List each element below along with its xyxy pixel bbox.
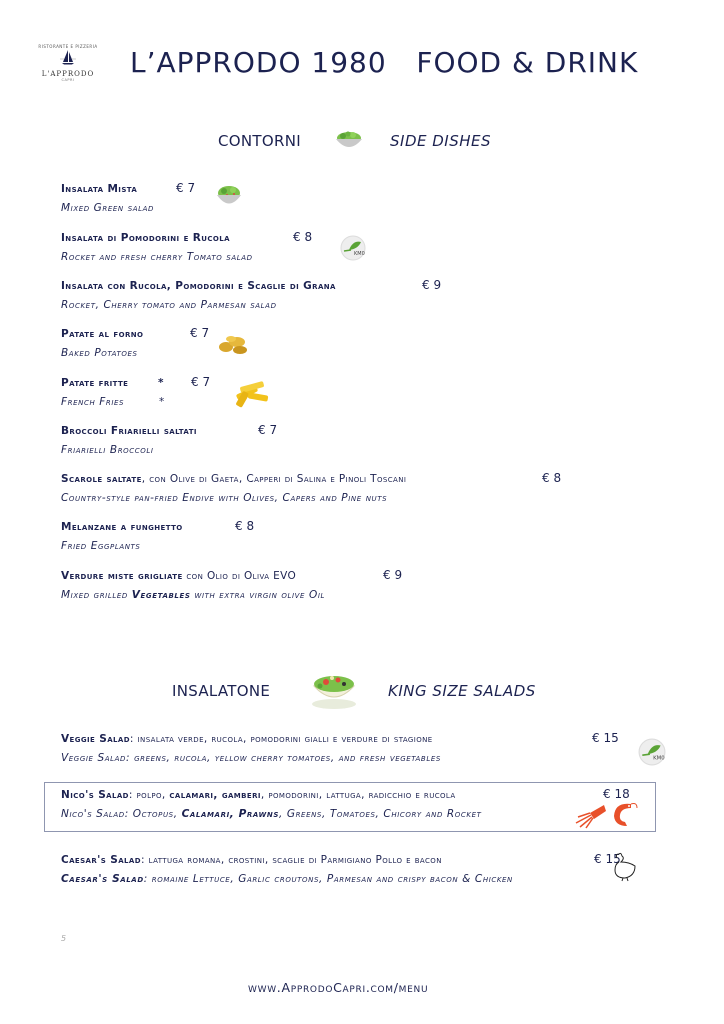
menu-item-price: € 9: [422, 278, 442, 292]
svg-text:KM0: KM0: [354, 251, 365, 257]
menu-item-name: [61, 789, 456, 801]
menu-item-description: Veggie Salad: greens, rucola, yellow cherry tomatoes, and fresh vegetables: [61, 752, 441, 764]
salad-bowl-icon: [214, 182, 244, 208]
menu-item-description: [61, 808, 481, 820]
menu-item-name: [61, 854, 442, 866]
menu-item-price: € 7: [176, 181, 196, 195]
desc-bold-part: Vegetables: [131, 589, 191, 601]
menu-item-name: Insalata con Rucola, Pomodorini e Scaglie di Grana: [61, 280, 336, 292]
menu-item-name: [61, 473, 406, 485]
logo-name: L'APPRODO: [41, 70, 95, 78]
chicken-icon: [609, 852, 639, 882]
desc-bold-part: Caesar's Salad: [61, 873, 144, 885]
menu-item-name-main: Verdure miste grigliate: [61, 570, 183, 582]
menu-item-price: € 15: [592, 731, 619, 745]
menu-item-name-extra: : lattuga romana, crostini, scaglie di Parmigiano Pollo e bacon: [140, 854, 442, 866]
restaurant-logo: [36, 42, 100, 88]
name-part: : polpo,: [128, 789, 170, 801]
menu-item-description: [61, 873, 513, 885]
desc-part: : romaine Lettuce, Garlic croutons, Parmesan and crispy bacon & Chicken: [143, 873, 513, 885]
menu-item-description: [61, 589, 325, 601]
menu-item-description: Friarielli Broccoli: [61, 444, 154, 456]
menu-item-description: Rocket, Cherry tomato and Parmesan salad: [61, 299, 277, 311]
menu-item-name-main: Veggie Salad: [61, 733, 130, 745]
page-title: L’APPRODO 1980 FOOD & DRINK: [130, 46, 639, 79]
menu-item-name-main: Caesar's Salad: [61, 854, 141, 866]
french-fries-icon: [230, 376, 272, 408]
name-part: , pomodorini, lattuga, radicchio e rucola: [260, 789, 456, 801]
menu-item-name: Insalata Mista: [61, 183, 138, 195]
desc-part: Mixed grilled: [61, 589, 132, 601]
menu-item-name-main: Nico's Salad: [61, 789, 129, 801]
logo-subtitle: CAPRI: [61, 78, 75, 82]
menu-item-description: French Fries: [61, 396, 125, 408]
desc-part: with extra virgin olive Oil: [190, 589, 326, 601]
menu-item-name: Insalata di Pomodorini e Rucola: [61, 232, 230, 244]
menu-item-description: Mixed Green salad: [61, 202, 155, 214]
section-title-italian: INSALATONE: [172, 682, 271, 700]
menu-item-price: € 8: [542, 471, 562, 485]
page-number: 5: [61, 934, 67, 943]
menu-item-name-main: Scarole saltate: [61, 473, 142, 485]
menu-item-description: Rocket and fresh cherry Tomato salad: [61, 251, 253, 263]
squid-icon: [572, 803, 608, 829]
menu-item-price: € 8: [293, 230, 313, 244]
baked-potatoes-icon: [216, 330, 250, 356]
menu-item-name-extra: , con Olive di Gaeta, Capperi di Salina e Pinoli Toscani: [141, 473, 407, 485]
logo-arc-text: RISTORANTE E PIZZERIA: [38, 44, 98, 49]
allergen-marker: *: [159, 396, 165, 408]
menu-item-description: Fried Eggplants: [61, 540, 141, 552]
menu-item-name: Broccoli Friarielli saltati: [61, 425, 197, 437]
menu-item-description: Baked Potatoes: [61, 347, 138, 359]
menu-item-price: € 8: [235, 519, 255, 533]
svg-text:KM0: KM0: [653, 755, 665, 762]
salad-bowl-icon: [333, 127, 365, 151]
menu-item-description: Country-style pan-fried Endive with Olives, Capers and Pine nuts: [61, 492, 388, 504]
section-title-english: KING SIZE SALADS: [388, 682, 536, 700]
desc-part: Nico's Salad: Octopus,: [61, 808, 182, 820]
name-bold-part: calamari, gamberi: [169, 789, 261, 801]
menu-item-name: [61, 570, 296, 582]
menu-item-name: Patate fritte: [61, 377, 129, 389]
section-title-italian: CONTORNI: [218, 132, 301, 150]
allergen-marker: *: [158, 377, 164, 389]
menu-item-price: € 7: [191, 375, 211, 389]
menu-item-price: € 15: [594, 852, 621, 866]
menu-item-price: € 18: [603, 787, 630, 801]
menu-item-name: Melanzane a funghetto: [61, 521, 183, 533]
shrimp-icon: [609, 800, 639, 830]
desc-bold-part: Calamari, Prawns: [181, 808, 279, 820]
menu-item-price: € 7: [190, 326, 210, 340]
menu-item-name-extra: : insalata verde, rucola, pomodorini gialli e verdure di stagione: [129, 733, 433, 745]
menu-item-name-extra: con Olio di Oliva EVO: [182, 570, 297, 582]
menu-item-name: [61, 733, 433, 745]
km0-leaf-badge-icon: [340, 235, 366, 261]
salad-plate-icon: [306, 668, 362, 710]
menu-item-price: € 7: [258, 423, 278, 437]
sailboat-icon: [58, 49, 78, 65]
desc-part: , Greens, Tomatoes, Chicory and Rocket: [278, 808, 482, 820]
menu-item-name: Patate al forno: [61, 328, 144, 340]
website-link[interactable]: www.ApprodoCapri.com/menu: [248, 980, 429, 995]
menu-item-price: € 9: [383, 568, 403, 582]
km0-leaf-badge-icon: [638, 738, 666, 766]
section-title-english: SIDE DISHES: [390, 132, 492, 150]
